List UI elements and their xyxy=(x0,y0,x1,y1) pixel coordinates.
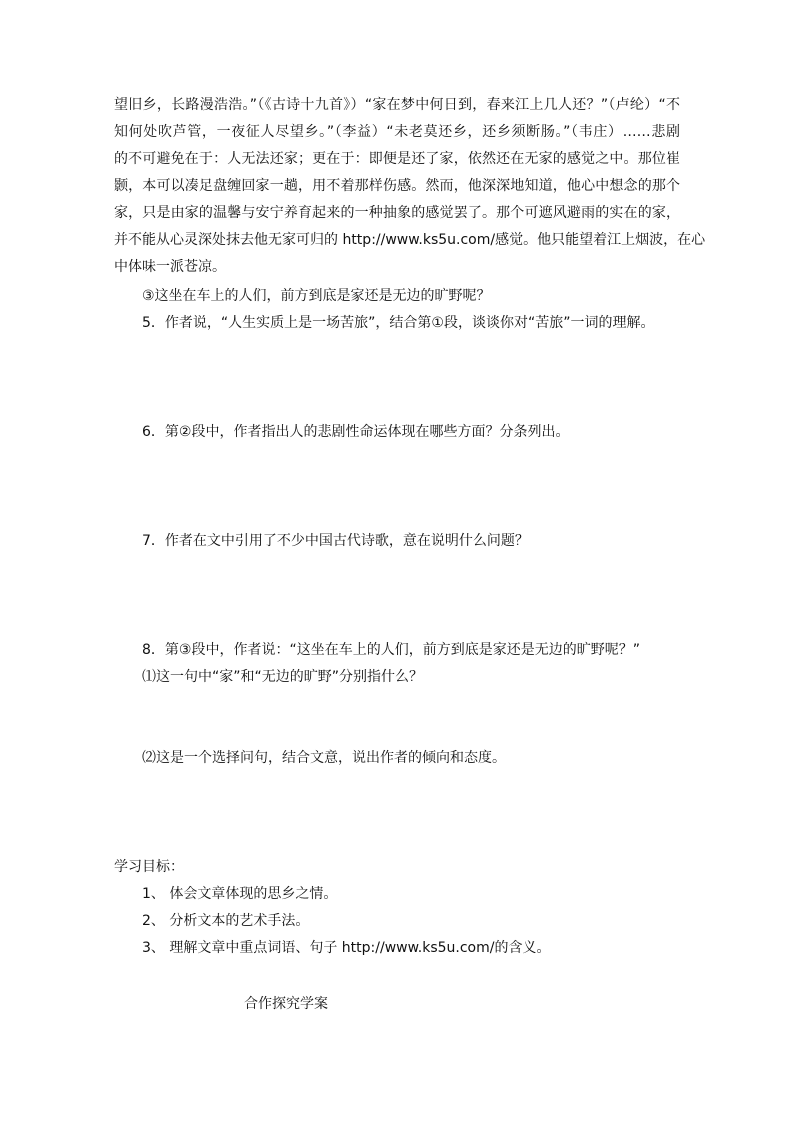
question-6: 6．第②段中，作者指出人的悲剧性命运体现在哪些方面？分条列出。 xyxy=(142,424,570,440)
question-5: 5．作者说，“人生实质上是一场苦旅”，结合第①段，谈谈你对“苦旅”一词的理解。 xyxy=(142,315,655,331)
passage-line-6: 并不能从心灵深处抹去他无家可归的 http://www.ks5u.com/感觉。他只能望着江上烟波，在心 xyxy=(114,232,706,248)
passage-line-2: 知何处吹芦管，一夜征人尽望乡。”（李益）“未老莫还乡，还乡须断肠。”（韦庄）……悲剧 xyxy=(114,124,680,140)
goals-heading: 学习目标： xyxy=(114,859,184,875)
question-8: 8．第③段中，作者说：“这坐在车上的人们，前方到底是家还是无边的旷野呢？” xyxy=(142,642,640,658)
question-8-part-2: ⑵这是一个选择问句，结合文意，说出作者的倾向和态度。 xyxy=(142,750,506,766)
passage-line-4: 颢，本可以凑足盘缠回家一趟，用不着那样伤感。然而，他深深地知道，他心中想念的那个 xyxy=(114,178,680,194)
passage-line-3: 的不可避免在于：人无法还家；更在于：即便是还了家，依然还在无家的感觉之中。那位崔 xyxy=(114,151,680,167)
question-7: 7．作者在文中引用了不少中国古代诗歌，意在说明什么问题？ xyxy=(142,533,529,549)
passage-line-7: 中体味一派苍凉。 xyxy=(114,259,226,275)
paragraph-3: ③这坐在车上的人们，前方到底是家还是无边的旷野呢？ xyxy=(142,288,491,304)
section-title: 合作探究学案 xyxy=(244,996,328,1012)
goal-item-1: 1、 体会文章体现的思乡之情。 xyxy=(142,886,338,902)
passage-line-5: 家，只是由家的温馨与安宁养育起来的一种抽象的感觉罢了。那个可遮风避雨的实在的家， xyxy=(114,205,680,221)
question-8-part-1: ⑴这一句中“家”和“无边的旷野”分别指什么？ xyxy=(142,669,424,685)
goal-item-2: 2、 分析文本的艺术手法。 xyxy=(142,913,310,929)
goal-item-3: 3、 理解文章中重点词语、句子 http://www.ks5u.com/的含义。 xyxy=(142,940,551,956)
passage-line-1: 望旧乡，长路漫浩浩。”（《古诗十九首》）“家在梦中何日到，春来江上几人还？”（卢纶）“不 xyxy=(114,97,680,113)
